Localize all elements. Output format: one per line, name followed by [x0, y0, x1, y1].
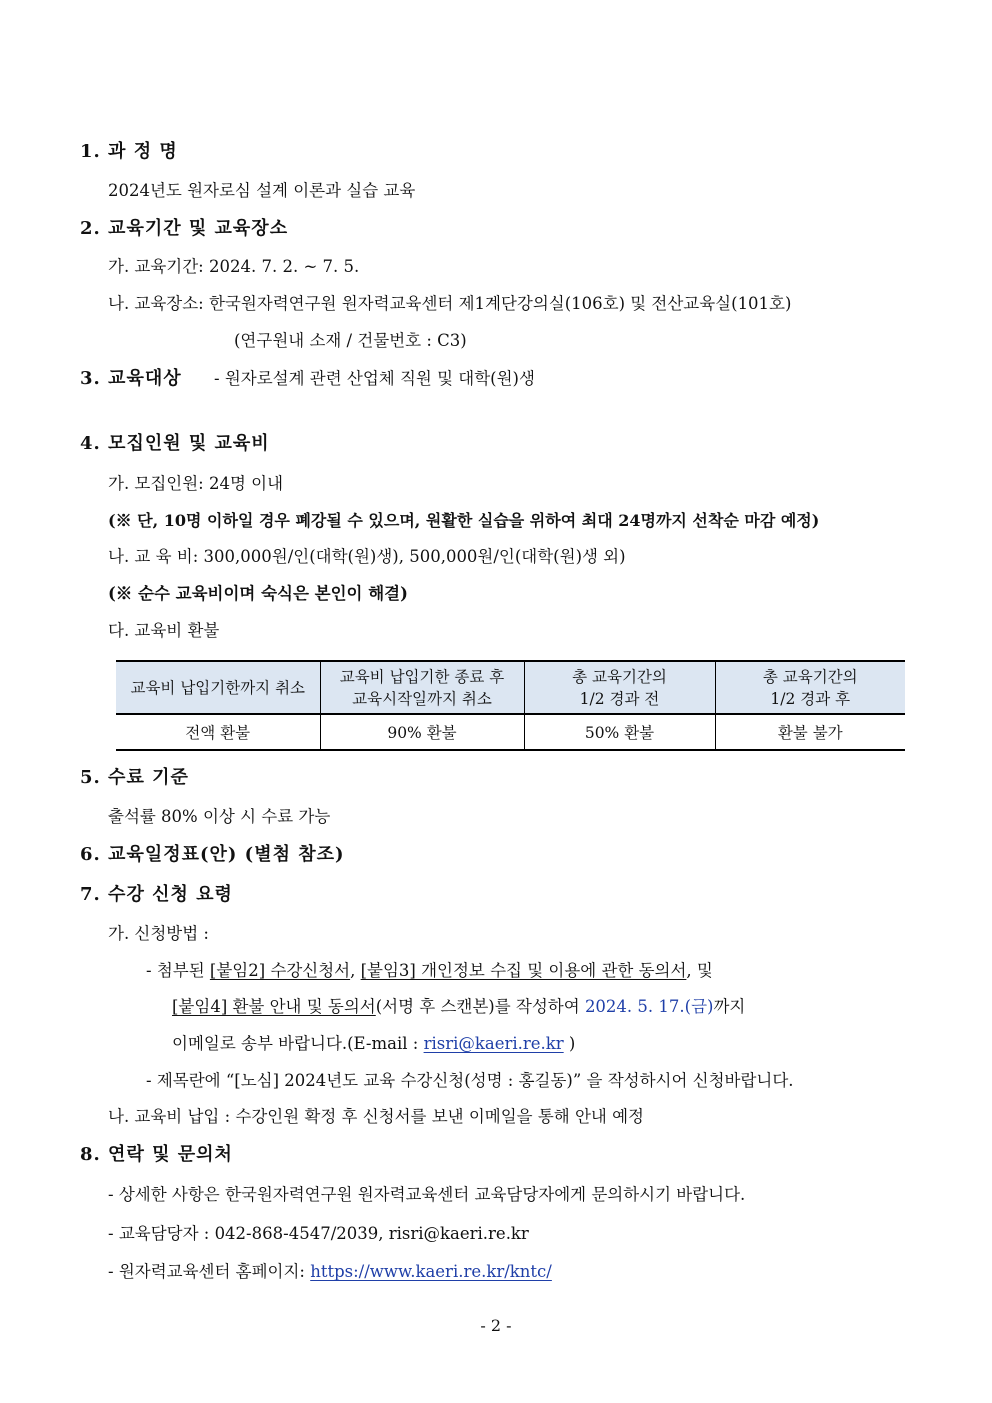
attachment-2-link: [붙임2] 수강신청서 [209, 961, 351, 980]
section-7-title: 7. 수강 신청 요령 [80, 884, 233, 905]
header-cancel-before-start: 교육비 납입기한 종료 후 교육시작일까지 취소 [320, 661, 524, 714]
cell-full-refund: 전액 환불 [116, 714, 320, 750]
section-3-title: 3. 교육대상 [80, 368, 182, 389]
completion-criteria: 출석률 80% 이상 시 수료 가능 [108, 807, 331, 826]
section-1-title: 1. 과 정 명 [80, 141, 178, 162]
section-4-title: 4. 모집인원 및 교육비 [80, 433, 270, 454]
contact-line-2: - 교육담당자 : 042-868-4547/2039, risri@kaeri.re.kr [108, 1224, 529, 1243]
recruit-count: 가. 모집인원: 24명 이내 [108, 474, 284, 493]
cell-50-refund: 50% 환불 [524, 714, 715, 750]
recruit-note: (※ 단, 10명 이하일 경우 폐강될 수 있으며, 원활한 실습을 위하여 최대 24명까지 선착순 마감 예정) [108, 511, 820, 530]
section-5-title: 5. 수료 기준 [80, 767, 189, 788]
section-6-title: 6. 교육일정표(안) (별첨 참조) [80, 844, 345, 865]
header-after-half: 총 교육기간의 1/2 경과 후 [715, 661, 905, 714]
education-place: 나. 교육장소: 한국원자력연구원 원자력교육센터 제1계단강의실(106호) 및 전산교육실(101호) [108, 294, 792, 313]
section-8-title: 8. 연락 및 문의처 [80, 1144, 233, 1165]
homepage-link[interactable]: https://www.kaeri.re.kr/kntc/ [310, 1262, 552, 1281]
course-name: 2024년도 원자로심 설계 이론과 실습 교육 [108, 181, 416, 200]
application-bullet-1: - 첨부된 [붙임2] 수강신청서, [붙임3] 개인정보 수집 및 이용에 관한 동의서, 및 [146, 961, 713, 980]
section-2-title: 2. 교육기간 및 교육장소 [80, 218, 289, 239]
header-before-half: 총 교육기간의 1/2 경과 전 [524, 661, 715, 714]
attachment-4-link: [붙임4] 환불 안내 및 동의서 [172, 997, 376, 1016]
header-cancel-before-deadline: 교육비 납입기한까지 취소 [116, 661, 320, 714]
application-bullet-3: 이메일로 송부 바랍니다.(E-mail : risri@kaeri.re.kr ) [172, 1034, 576, 1053]
cell-90-refund: 90% 환불 [320, 714, 524, 750]
application-bullet-2: [붙임4] 환불 안내 및 동의서(서명 후 스캔본)를 작성하여 2024. 5. 17.(금)까지 [172, 997, 746, 1016]
cell-no-refund: 환불 불가 [715, 714, 905, 750]
page-number: - 2 - [480, 1316, 512, 1335]
email-subject-instruction: - 제목란에 “[노심] 2024년도 교육 수강신청(성명 : 홍길동)” 을 작성하시어 신청바랍니다. [146, 1071, 794, 1090]
fee-payment: 나. 교육비 납입 : 수강인원 확정 후 신청서를 보낸 이메일을 통해 안내 예정 [108, 1107, 644, 1126]
attachment-3-link: [붙임3] 개인정보 수집 및 이용에 관한 동의서 [360, 961, 687, 980]
education-period: 가. 교육기간: 2024. 7. 2. ~ 7. 5. [108, 257, 360, 276]
refund-table [116, 660, 905, 751]
fee-note: (※ 순수 교육비이며 숙식은 본인이 해결) [108, 584, 408, 603]
table-header-row [116, 661, 905, 714]
education-fee: 나. 교 육 비: 300,000원/인(대학(원)생), 500,000원/인(대학(원)생 외) [108, 547, 626, 566]
table-row [116, 714, 905, 750]
contact-line-3: - 원자력교육센터 홈페이지: https://www.kaeri.re.kr/kntc/ [108, 1262, 552, 1281]
education-place-note: (연구원내 소재 / 건물번호 : C3) [234, 331, 467, 350]
application-deadline: 2024. 5. 17.(금) [584, 997, 714, 1016]
refund-title: 다. 교육비 환불 [108, 621, 220, 640]
target-audience: - 원자로설계 관련 산업체 직원 및 대학(원)생 [214, 369, 535, 388]
email-link[interactable]: risri@kaeri.re.kr [423, 1034, 564, 1053]
contact-line-1: - 상세한 사항은 한국원자력연구원 원자력교육센터 교육담당자에게 문의하시기 바랍니다. [108, 1185, 746, 1204]
application-method: 가. 신청방법 : [108, 924, 209, 943]
